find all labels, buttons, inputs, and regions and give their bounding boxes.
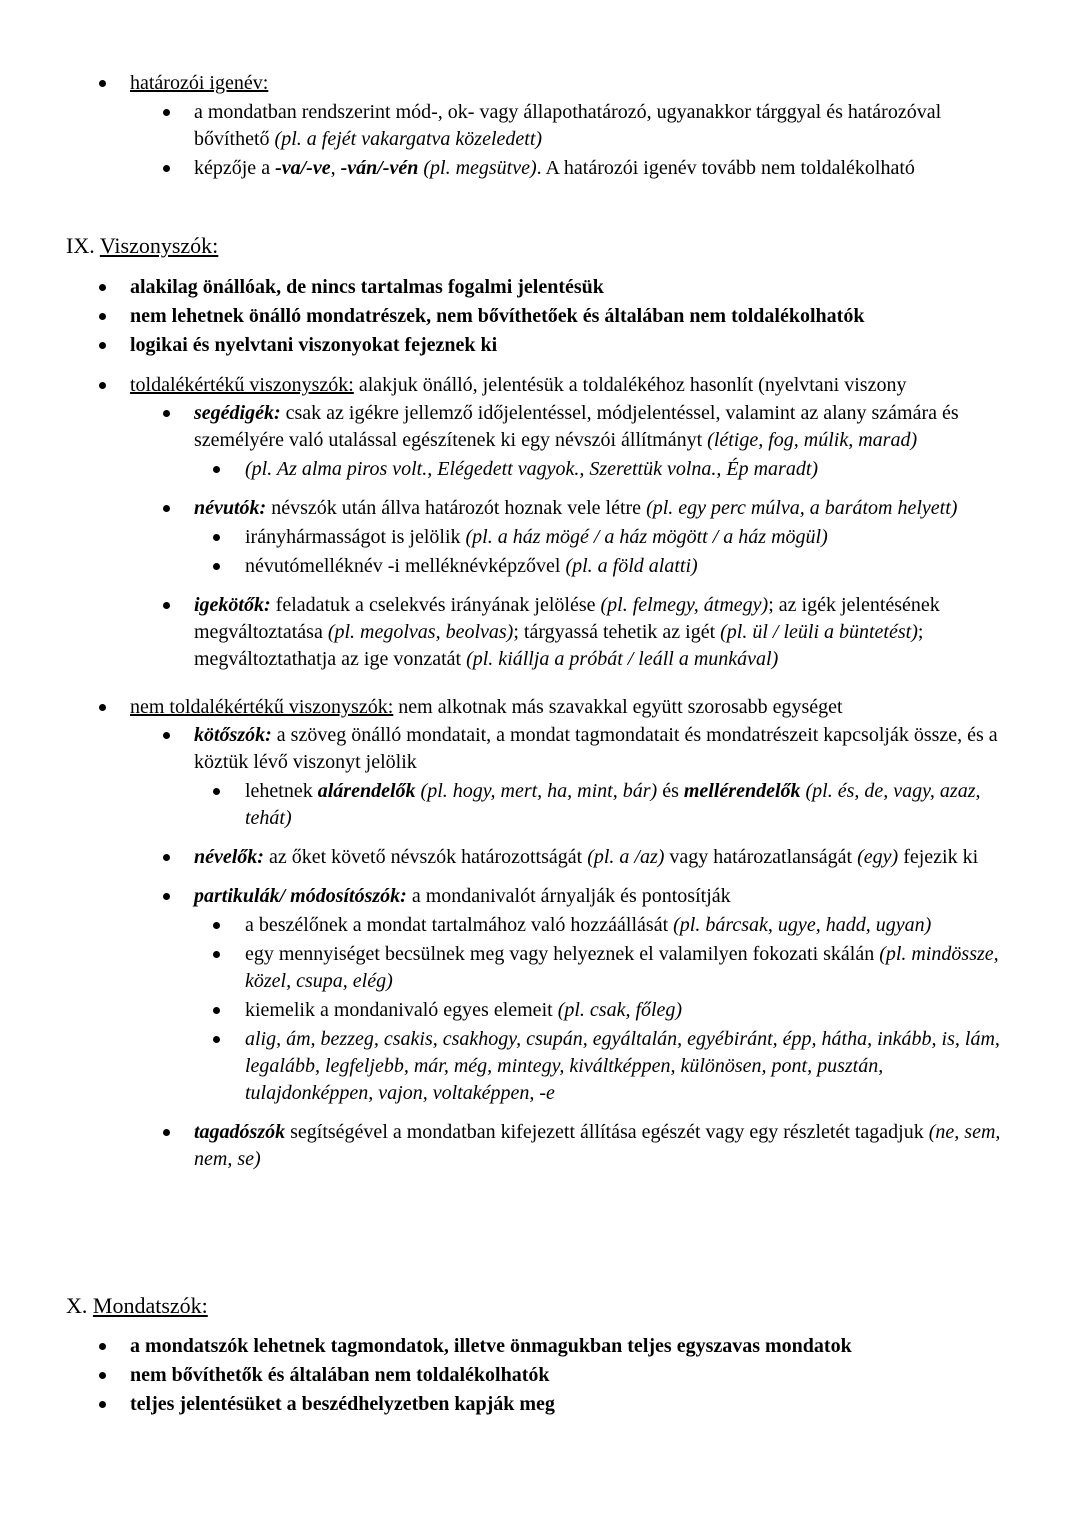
list-item	[0, 1333, 1080, 1360]
example-text: (pl. megolvas, beolvas)	[327, 621, 514, 643]
example-text: (pl. a /az)	[587, 846, 665, 868]
section-title: Viszonyszók:	[99, 233, 219, 258]
bullet-icon	[99, 313, 106, 320]
list-item	[0, 524, 1080, 551]
item-text: vagy határozatlanságát	[669, 846, 853, 868]
mondatszok-section	[0, 1333, 1080, 1418]
list-item	[0, 1119, 1080, 1173]
term-label: névutók:	[194, 497, 267, 519]
item-text: a szöveg önálló mondatait, a mondat tagmondatait és mondatrészeit kapcsolják össze, és a köztük lévő viszonyt jelölik	[194, 724, 998, 773]
list-item	[0, 1026, 1080, 1107]
viszonyszok-section	[0, 274, 1080, 1173]
example-text: (létige, fog, múlik, marad)	[707, 429, 918, 451]
bullet-icon	[99, 704, 106, 711]
list-item	[0, 941, 1080, 995]
list-item	[0, 844, 1080, 871]
list-item	[0, 274, 1080, 301]
bullet-icon	[163, 893, 170, 900]
item-text: alakjuk önálló, jelentésük a toldalékéhoz hasonlít (nyelvtani viszony	[358, 374, 907, 396]
bullet-icon	[163, 1129, 170, 1136]
bullet-icon	[163, 109, 170, 116]
suffix-text: -ván/-vén	[340, 157, 419, 179]
example-text: (pl. kiállja a próbát / leáll a munkával)	[466, 648, 779, 670]
example-text: alig, ám, bezzeg, csakis, csakhogy, csupán, egyáltalán, egyébiránt, épp, hátha, inkább, is, lám, legalább, legfeljebb, már, még, mintegy, kiváltképpen, különösen, pont, pusztán, tulajdonképpen, vajon, voltaképpen, -e	[245, 1028, 1000, 1104]
bullet-icon	[163, 505, 170, 512]
term-label: mellérendelők	[683, 780, 801, 802]
section-title-x	[66, 1292, 208, 1319]
participle-section	[0, 70, 1080, 182]
item-text: a mondatban rendszerint mód-, ok- vagy állapothatározó, ugyanakkor tárggyal és határozóval bővíthető	[194, 101, 942, 150]
bullet-icon	[213, 1007, 220, 1014]
example-text: (ne, sem, nem, se)	[194, 1121, 1001, 1170]
item-text: egy mennyiséget becsülnek meg vagy helyeznek el valamilyen fokozati skálán	[245, 943, 875, 965]
list-item	[0, 912, 1080, 939]
list-item	[0, 400, 1080, 454]
term-label: igekötők:	[194, 594, 271, 616]
list-item	[0, 553, 1080, 580]
item-text: kiemelik a mondanivaló egyes elemeit	[245, 999, 553, 1021]
item-text: nem lehetnek önálló mondatrészek, nem bővíthetőek és általában nem toldalékolhatók	[130, 305, 865, 327]
term-label: segédigék:	[194, 402, 281, 424]
bullet-icon	[213, 788, 220, 795]
list-item	[0, 372, 1080, 399]
list-item	[0, 1362, 1080, 1389]
item-text: a beszélőnek a mondat tartalmához való hozzáállását	[245, 914, 669, 936]
item-text: teljes jelentésüket a beszédhelyzetben kapják meg	[130, 1393, 555, 1415]
bullet-icon	[213, 563, 220, 570]
term-label: névelők:	[194, 846, 264, 868]
item-text: ; tárgyassá tehetik az igét	[513, 621, 716, 643]
item-text: a mondanivalót árnyalják és pontosítják	[411, 885, 731, 907]
item-text: ; az igék jelentésének megváltoztatása	[194, 594, 940, 643]
term-label: kötőszók:	[194, 724, 272, 746]
list-item	[0, 303, 1080, 330]
example-text: (pl. megsütve)	[423, 157, 537, 179]
list-item	[0, 883, 1080, 910]
example-text: (pl. és, de, vagy, azaz, tehát)	[245, 780, 981, 829]
section-heading: határozói igenév:	[130, 72, 269, 94]
list-item	[0, 155, 1080, 182]
suffix-text: -va/-ve	[275, 157, 331, 179]
list-item	[0, 592, 1080, 673]
bullet-icon	[163, 602, 170, 609]
example-text: (pl. a fejét vakargatva közeledett)	[274, 128, 543, 150]
item-text: lehetnek	[245, 780, 313, 802]
item-text: fejezik ki	[903, 846, 979, 868]
bullet-icon	[213, 466, 220, 473]
bullet-icon	[213, 922, 220, 929]
section-title: Mondatszók:	[92, 1293, 208, 1318]
term-label: alárendelők	[317, 780, 416, 802]
example-text: (pl. bárcsak, ugye, hadd, ugyan)	[673, 914, 932, 936]
bullet-icon	[213, 951, 220, 958]
item-text: csak az igékre jellemző időjelentéssel, módjelentéssel, valamint az alany számára és személyére való utalással egészítenek ki egy névszói állítmányt	[194, 402, 959, 451]
list-item	[0, 1391, 1080, 1418]
bullet-icon	[163, 732, 170, 739]
bullet-icon	[163, 410, 170, 417]
bullet-icon	[99, 1372, 106, 1379]
example-text: (pl. Az alma piros volt., Elégedett vagyok., Szerettük volna., Ép maradt)	[245, 458, 819, 480]
item-text: ,	[330, 157, 336, 179]
section-title-ix	[66, 232, 218, 259]
item-text: és	[662, 780, 679, 802]
bullet-icon	[99, 382, 106, 389]
bullet-icon	[163, 165, 170, 172]
example-text: (pl. felmegy, átmegy)	[600, 594, 769, 616]
item-text: az őket követő névszók határozottságát	[268, 846, 583, 868]
list-item	[0, 456, 1080, 483]
item-text: feladatuk a cselekvés irányának jelölése	[275, 594, 596, 616]
item-text: névutómelléknév -i melléknévképzővel	[245, 555, 561, 577]
item-text: képzője a	[194, 157, 271, 179]
bullet-icon	[99, 284, 106, 291]
bullet-icon	[99, 342, 106, 349]
item-text: a mondatszók lehetnek tagmondatok, illetve önmagukban teljes egyszavas mondatok	[130, 1335, 852, 1357]
example-text: (pl. a föld alatti)	[565, 555, 698, 577]
item-text: nem bővíthetők és általában nem toldalékolhatók	[130, 1364, 550, 1386]
list-item	[0, 70, 1080, 97]
bullet-icon	[163, 854, 170, 861]
item-text: segítségével a mondatban kifejezett állítása egészét vagy egy részletét tagadjuk	[290, 1121, 924, 1143]
example-text: (pl. egy perc múlva, a barátom helyett)	[646, 497, 958, 519]
term-label: partikulák/ módosítószók:	[194, 885, 407, 907]
bullet-icon	[99, 1343, 106, 1350]
example-text: (pl. hogy, mert, ha, mint, bár)	[420, 780, 658, 802]
item-text: alakilag önállóak, de nincs tartalmas fogalmi jelentésük	[130, 276, 604, 298]
list-item	[0, 997, 1080, 1024]
bullet-icon	[99, 1401, 106, 1408]
list-item	[0, 694, 1080, 721]
example-text: (pl. ül / leüli a büntetést)	[720, 621, 918, 643]
bullet-icon	[213, 534, 220, 541]
bullet-icon	[99, 80, 106, 87]
example-text: (pl. mindössze, közel, csupa, elég)	[245, 943, 999, 992]
example-text: (egy)	[857, 846, 899, 868]
list-item	[0, 332, 1080, 359]
list-item	[0, 778, 1080, 832]
list-item	[0, 99, 1080, 153]
item-text: ; megváltoztathatja az ige vonzatát	[194, 621, 924, 670]
subsection-heading: toldalékértékű viszonyszók:	[130, 374, 354, 396]
example-text: (pl. csak, főleg)	[557, 999, 683, 1021]
item-text: nem alkotnak más szavakkal együtt szorosabb egységet	[398, 696, 843, 718]
section-number: X.	[66, 1293, 88, 1318]
subsection-heading: nem toldalékértékű viszonyszók:	[130, 696, 394, 718]
item-text: irányhármasságot is jelölik	[245, 526, 461, 548]
list-item	[0, 722, 1080, 776]
item-text: logikai és nyelvtani viszonyokat fejeznek ki	[130, 334, 498, 356]
item-text: névszók után állva határozót hoznak vele létre	[271, 497, 642, 519]
bullet-icon	[213, 1036, 220, 1043]
term-label: tagadószók	[194, 1121, 286, 1143]
list-item	[0, 495, 1080, 522]
section-number: IX.	[66, 233, 95, 258]
item-text: . A határozói igenév tovább nem toldalékolható	[536, 157, 915, 179]
example-text: (pl. a ház mögé / a ház mögött / a ház mögül)	[465, 526, 828, 548]
